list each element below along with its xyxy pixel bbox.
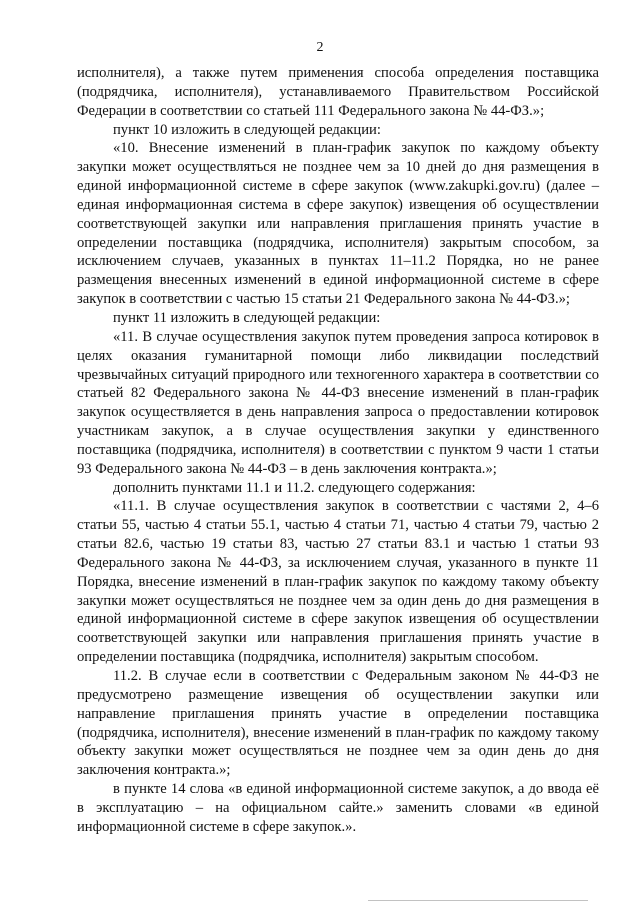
paragraph-point-11-instruction: пункт 11 изложить в следующей редакции: — [113, 309, 381, 326]
page-number: 2 — [316, 40, 324, 55]
paragraph-point-11-2-text: 11.2. В случае если в соответствии с Федеральным законом № 44-ФЗ не предусмотрено размещение извещения об осуществлении закупки или направление приглашения принять участие в определении поставщика (подрядчика, исполнителя), внесение изменений в план-график по каждому такому объекту закупки может осуществляться не позднее чем за один день до дня заключения контракта.»; — [77, 668, 599, 779]
paragraph-point-10-text: «10. Внесение изменений в план-график закупок по каждому объекту закупки может осуществляться не позднее чем за 10 дней до дня размещения в единой информационной системе в сфере закупок (www.zakupki.gov.ru) (далее – единая информационная система в сфере закупок) извещения об осуществлении соответствующей закупки или направления приглашения принять участие в определении поставщика (подрядчика, исполнителя) закрытым способом, за исключением случаев, указанных в пунктах 11–11.2 Порядка, но не ранее размещения внесенных изменений в единой информационной системе в сфере закупок в соответствии с частью 15 статьи 21 Федерального закона № 44-ФЗ.»; — [77, 140, 599, 308]
document-body — [77, 64, 599, 837]
paragraph-point-10-instruction: пункт 10 изложить в следующей редакции: — [113, 121, 381, 138]
paragraph-point-11-text: «11. В случае осуществления закупок путем проведения запроса котировок в целях оказания гуманитарной помощи либо ликвидации последствий чрезвычайных ситуаций природного или техногенного характера в соответствии со статьей 82 Федерального закона № 44-ФЗ внесение изменений в план-график закупок осуществляется в день направления запроса о предоставлении котировок участникам закупок, а в случае осуществления закупки у единственного поставщика (подрядчика, исполнителя) в соответствии с пунктом 9 части 1 статьи 93 Федерального закона № 44-ФЗ – в день заключения контракта.»; — [77, 328, 599, 477]
paragraph-point-11-1-text: «11.1. В случае осуществления закупок в соответствии с частями 2, 4–6 статьи 55, частью 4 статьи 55.1, частью 4 статьи 71, частью 4 статьи 79, частью 2 статьи 82.6, частью 19 статьи 83, частью 27 статьи 83.1 и частью 1 статьи 93 Федерального закона № 44-ФЗ, за исключением случая, указанного в пункте 11 Порядка, внесение изменений в план-график закупок по каждому такому объекту закупки может осуществляться не позднее чем за один день до дня размещения в единой информационной системе в сфере закупок извещения об осуществлении соответствующей закупки или направления приглашения принять участие в определении поставщика (подрядчика, исполнителя) закрытым способом. — [77, 498, 599, 666]
paragraph-point-14-instruction: в пункте 14 слова «в единой информационной системе закупок, а до ввода её в эксплуатацию – на официальном сайте.» заменить словами «в единой информационной системе в сфере закупок.». — [77, 781, 599, 835]
scan-edge-line — [368, 900, 588, 901]
paragraph-add-points-instruction: дополнить пунктами 11.1 и 11.2. следующего содержания: — [113, 479, 476, 496]
paragraph-continuation: исполнителя), а также путем применения способа определения поставщика (подрядчика, исполнителя), устанавливаемого Правительством Российской Федерации в соответствии со статьей 111 Федерального закона № 44-ФЗ.»; — [77, 65, 599, 119]
